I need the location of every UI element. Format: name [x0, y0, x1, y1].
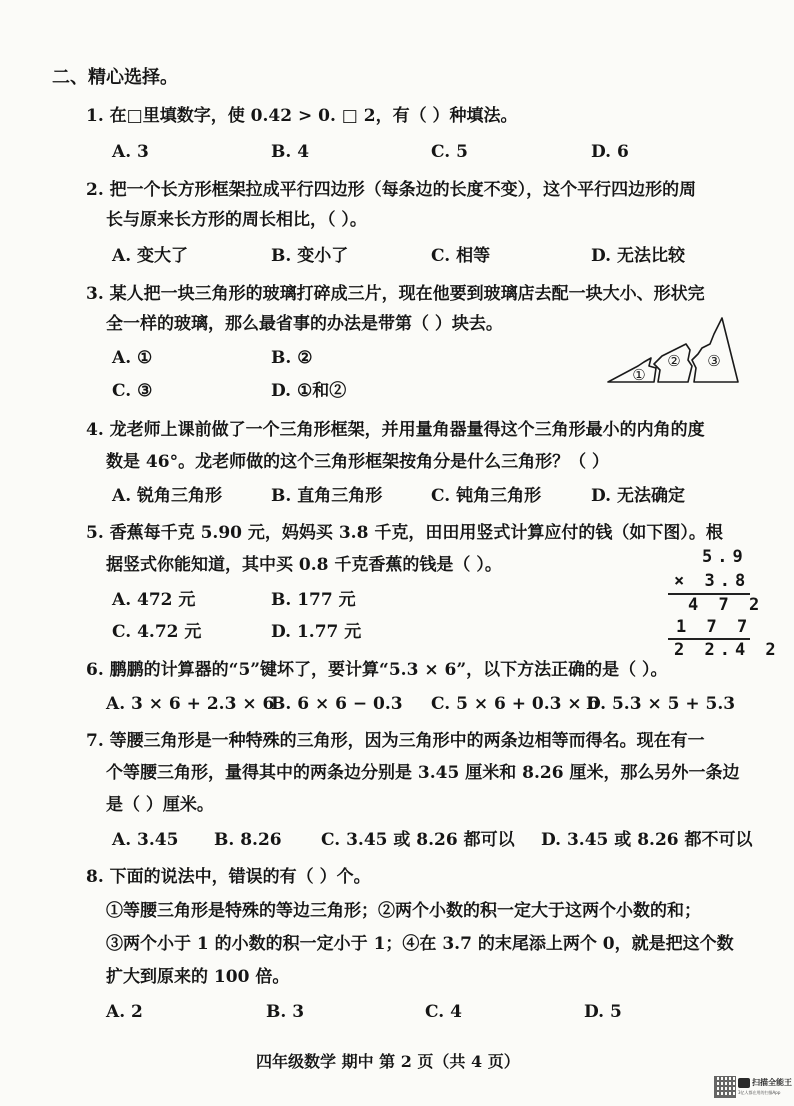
scanner-brand-tagline: 3亿人都在用的扫描App	[738, 1090, 781, 1095]
calc-multiplicand: 5.9	[702, 547, 748, 567]
q1-option-a: A. 3	[112, 142, 149, 162]
q8-statement-line1: ①等腰三角形是特殊的等边三角形；②两个小数的积一定大于这两个小数的和；	[106, 901, 701, 921]
q3-stem-line1: 3. 某人把一块三角形的玻璃打碎成三片，现在他要到玻璃店去配一块大小、形状完	[86, 284, 705, 304]
calc-product: 2 2.4 2	[674, 640, 781, 660]
q4-option-a: A. 锐角三角形	[112, 486, 223, 506]
q7-stem-line3: 是（ ）厘米。	[106, 795, 214, 815]
q6-option-a: A. 3 × 6 + 2.3 × 6	[106, 694, 275, 714]
q6-option-b: B. 6 × 6 − 0.3	[271, 694, 403, 714]
q7-stem-line1: 7. 等腰三角形是一种特殊的三角形，因为三角形中的两条边相等而得名。现在有一	[86, 731, 705, 751]
q2-stem-line2: 长与原来长方形的周长相比，（ ）。	[106, 210, 367, 230]
q8-option-c: C. 4	[425, 1002, 462, 1022]
q5-option-b: B. 177 元	[271, 590, 356, 610]
q6-option-c: C. 5 × 6 + 0.3 × 6	[431, 694, 600, 714]
q7-option-b: B. 8.26	[214, 830, 282, 850]
q7-option-a: A. 3.45	[112, 830, 179, 850]
q5-option-a: A. 472 元	[112, 590, 196, 610]
q1-stem: 1. 在□里填数字，使 0.42 > 0. □ 2，有（ ）种填法。	[86, 106, 518, 126]
q8-option-b: B. 3	[266, 1002, 305, 1022]
q4-option-b: B. 直角三角形	[271, 486, 383, 506]
q1-option-b: B. 4	[271, 142, 310, 162]
q4-stem-line2: 数是 46°。龙老师做的这个三角形框架按角分是什么三角形？（ ）	[106, 452, 609, 472]
q2-option-c: C. 相等	[431, 246, 491, 266]
q5-stem-line1: 5. 香蕉每千克 5.90 元，妈妈买 3.8 千克，田田用竖式计算应付的钱（如下图）。根	[86, 523, 723, 543]
q1-option-d: D. 6	[591, 142, 629, 162]
q7-option-d: D. 3.45 或 8.26 都不可以	[541, 830, 753, 850]
q5-stem-line2: 据竖式你能知道，其中买 0.8 千克香蕉的钱是（ ）。	[106, 555, 502, 575]
q3-stem-line2: 全一样的玻璃，那么最省事的办法是带第（ ）块去。	[106, 314, 503, 334]
q5-option-c: C. 4.72 元	[112, 622, 202, 642]
section-title: 二、精心选择。	[52, 67, 178, 88]
scanner-logo-icon	[738, 1078, 750, 1088]
q5-option-d: D. 1.77 元	[271, 622, 362, 642]
q8-stem: 8. 下面的说法中，错误的有（ ）个。	[86, 867, 371, 887]
q3-option-a: A. ①	[112, 348, 153, 368]
q7-stem-line2: 个等腰三角形，量得其中的两条边分别是 3.45 厘米和 8.26 厘米，那么另外一条边	[106, 763, 740, 783]
scanner-brand: 扫描全能王	[752, 1078, 792, 1087]
shard-label-2: ②	[667, 352, 681, 370]
calc-partial-1: 4 7 2	[688, 595, 765, 615]
q1-option-c: C. 5	[431, 142, 468, 162]
q2-option-b: B. 变小了	[271, 246, 349, 266]
q3-option-c: C. ③	[112, 381, 153, 401]
q2-stem-line1: 2. 把一个长方形框架拉成平行四边形（每条边的长度不变），这个平行四边形的周	[86, 180, 697, 200]
q2-option-d: D. 无法比较	[591, 246, 685, 266]
q6-stem: 6. 鹏鹏的计算器的“5”键坏了，要计算“5.3 × 6”，以下方法正确的是（ ）。	[86, 660, 668, 680]
q3-option-b: B. ②	[271, 348, 313, 368]
q4-option-d: D. 无法确定	[591, 486, 685, 506]
page-footer: 四年级数学 期中 第 2 页（共 4 页）	[256, 1052, 520, 1071]
shard-label-3: ③	[707, 352, 721, 370]
calc-partial-2: 1 7 7	[676, 617, 753, 637]
q7-option-c: C. 3.45 或 8.26 都可以	[321, 830, 515, 850]
q3-option-d: D. ①和②	[271, 381, 347, 401]
broken-triangle-figure	[606, 314, 744, 386]
q4-stem-line1: 4. 龙老师上课前做了一个三角形框架，并用量角器量得这个三角形最小的内角的度	[86, 420, 705, 440]
q6-option-d: D. 5.3 × 5 + 5.3	[586, 694, 736, 714]
q2-option-a: A. 变大了	[112, 246, 189, 266]
q8-statement-line3: 扩大到原来的 100 倍。	[106, 967, 290, 987]
shard-3	[692, 318, 738, 382]
q4-option-c: C. 钝角三角形	[431, 486, 542, 506]
q8-option-d: D. 5	[584, 1002, 622, 1022]
q8-statement-line2: ③两个小于 1 的小数的积一定小于 1；④在 3.7 的末尾添上两个 0，就是把这个数	[106, 934, 734, 954]
q8-option-a: A. 2	[106, 1002, 143, 1022]
calc-multiplier: × 3.8	[674, 571, 751, 591]
shard-label-1: ①	[632, 366, 646, 384]
qr-code-icon	[714, 1076, 736, 1098]
